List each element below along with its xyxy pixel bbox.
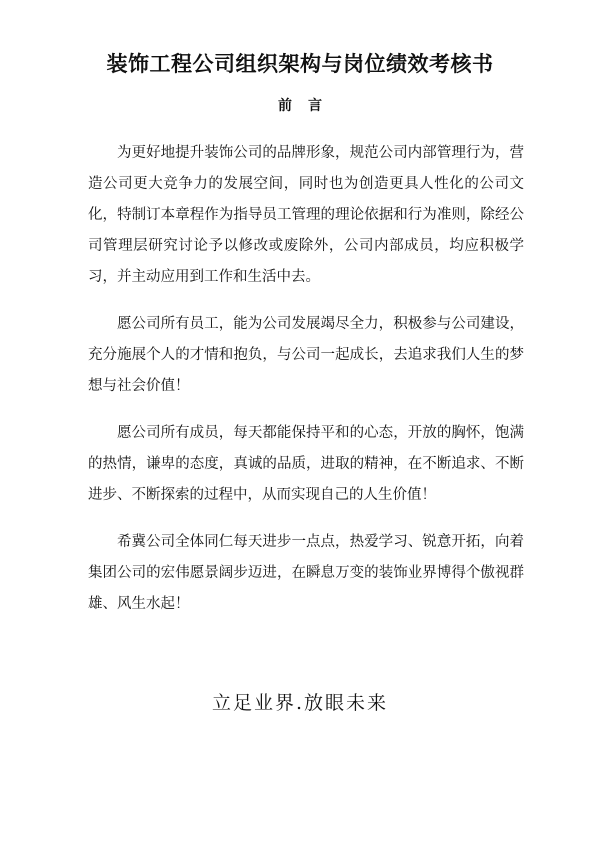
preface-body bbox=[88, 138, 524, 636]
preface-heading: 前言 bbox=[278, 98, 338, 114]
document-title: 装饰工程公司组织架构与岗位绩效考核书 bbox=[106, 52, 494, 76]
preface-paragraph-2: 愿公司所有员工，能为公司发展竭尽全力，积极参与公司建设，充分施展个人的才情和抱负，与公司一起成长，去追求我们人生的梦想与社会价值！ bbox=[88, 316, 524, 394]
preface-paragraph-1: 为更好地提升装饰公司的品牌形象，规范公司内部管理行为，营造公司更大竞争力的发展空间，同时也为创造更具人性化的公司文化，特制订本章程作为指导员工管理的理论依据和行为准则，除经公司管理层研究讨论予以修改或废除外，公司内部成员，均应积极学习，并主动应用到工作和生活中去。 bbox=[88, 145, 524, 285]
preface-paragraph-3: 愿公司所有成员，每天都能保持平和的心态，开放的胸怀，饱满的热情，谦卑的态度，真诚的品质，进取的精神，在不断追求、不断进步、不断探索的过程中，从而实现自己的人生价值！ bbox=[88, 425, 524, 503]
company-slogan: 立足业界.放眼未来 bbox=[211, 692, 389, 714]
preface-paragraph-4: 希冀公司全体同仁每天进步一点点，热爱学习、锐意开拓，向着集团公司的宏伟愿景阔步迈进，在瞬息万变的装饰业界博得个傲视群雄、风生水起！ bbox=[88, 534, 524, 612]
